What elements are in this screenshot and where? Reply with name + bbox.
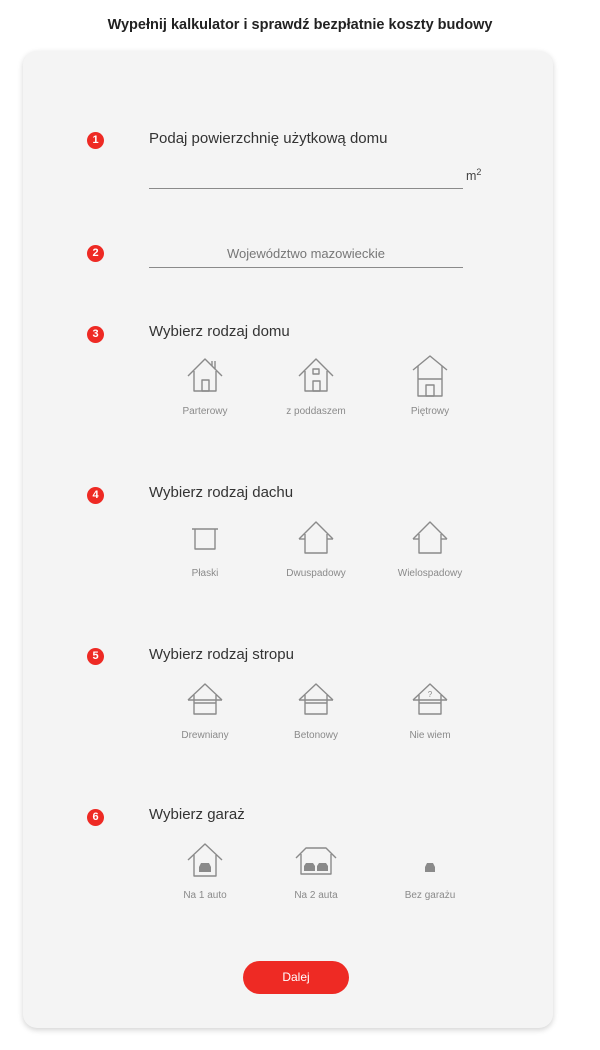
garage-option-bez-garazu-label: Bez garażu	[404, 890, 456, 901]
roof-option-wielospadowy[interactable]	[375, 520, 485, 579]
step-number-5: 5	[87, 648, 104, 665]
garage-option-1-auto-label: Na 1 auto	[183, 890, 227, 901]
garage-question-label: Wybierz garaż	[149, 806, 245, 823]
garage-option-1-auto[interactable]	[150, 842, 260, 901]
area-unit-base: m	[466, 169, 477, 184]
ceiling-option-betonowy[interactable]	[261, 682, 371, 741]
ceiling-option-nie-wiem[interactable]	[375, 682, 485, 741]
step-number-1: 1	[87, 132, 104, 149]
garage-option-bez-garazu[interactable]	[375, 856, 485, 901]
unknown-ceiling-icon	[410, 682, 450, 716]
area-input-underline	[149, 188, 463, 189]
region-select-underline	[149, 267, 463, 268]
garage-option-2-auta-label: Na 2 auta	[294, 890, 338, 901]
wooden-ceiling-icon	[185, 682, 225, 716]
ceiling-option-betonowy-label: Betonowy	[294, 730, 338, 741]
next-button[interactable]: Dalej	[243, 961, 349, 994]
house-type-question-label: Wybierz rodzaj domu	[149, 323, 290, 340]
garage-option-2-auta[interactable]	[261, 844, 371, 901]
area-unit	[466, 167, 481, 183]
region-select[interactable]: Województwo mazowieckie	[227, 246, 385, 261]
hip-roof-icon	[410, 520, 450, 554]
roof-option-plaski[interactable]	[150, 520, 260, 579]
house-option-pietrowy-label: Piętrowy	[410, 406, 450, 417]
roof-type-question-label: Wybierz rodzaj dachu	[149, 484, 294, 501]
ceiling-type-question-label: Wybierz rodzaj stropu	[149, 646, 294, 663]
two-storey-house-icon	[410, 354, 450, 398]
house-option-z-poddaszem[interactable]	[261, 354, 371, 417]
single-storey-house-icon	[185, 354, 225, 394]
house-option-pietrowy[interactable]	[375, 354, 485, 417]
page-title: Wypełnij kalkulator i sprawdź bezpłatnie koszty budowy	[107, 17, 493, 33]
roof-option-plaski-label: Płaski	[191, 568, 219, 579]
roof-option-dwuspadowy[interactable]	[261, 520, 371, 579]
step-number-2: 2	[87, 245, 104, 262]
roof-option-dwuspadowy-label: Dwuspadowy	[286, 568, 346, 579]
no-garage-car-icon	[410, 856, 450, 876]
flat-roof-icon	[185, 520, 225, 554]
area-question-label: Podaj powierzchnię użytkową domu	[149, 130, 388, 147]
ceiling-option-drewniany-label: Drewniany	[181, 730, 229, 741]
gable-roof-icon	[296, 520, 336, 554]
area-input[interactable]	[149, 166, 467, 190]
garage-one-car-icon	[185, 842, 225, 878]
roof-option-wielospadowy-label: Wielospadowy	[397, 568, 463, 579]
ceiling-option-nie-wiem-label: Nie wiem	[409, 730, 451, 741]
house-option-parterowy[interactable]	[150, 354, 260, 417]
concrete-ceiling-icon	[296, 682, 336, 716]
area-unit-exponent: 2	[476, 167, 482, 177]
unknown-mark: ?	[427, 690, 433, 699]
step-number-6: 6	[87, 809, 104, 826]
step-number-4: 4	[87, 487, 104, 504]
step-number-3: 3	[87, 326, 104, 343]
house-option-parterowy-label: Parterowy	[182, 406, 228, 417]
house-option-z-poddaszem-label: z poddaszem	[286, 406, 346, 417]
attic-house-icon	[296, 354, 336, 394]
garage-two-cars-icon	[294, 844, 338, 878]
ceiling-option-drewniany[interactable]	[150, 682, 260, 741]
